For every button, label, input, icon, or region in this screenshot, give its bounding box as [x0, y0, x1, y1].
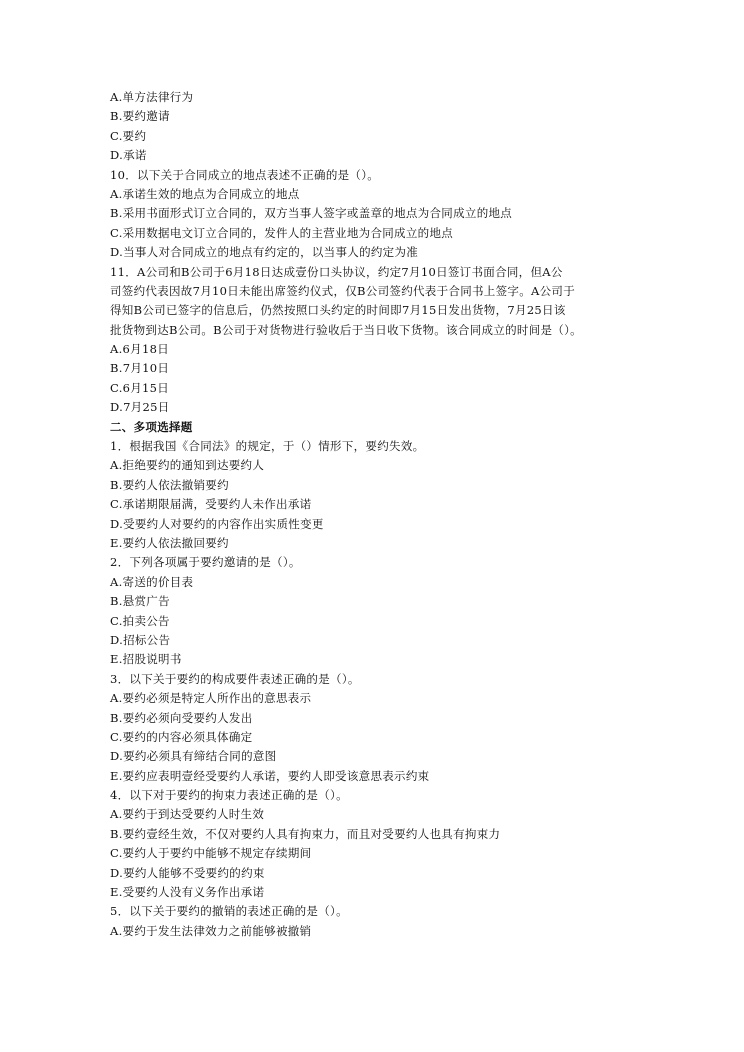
- text-line: B.要约必须向受要约人发出: [110, 710, 253, 725]
- text-line: A.承诺生效的地点为合同成立的地点: [110, 186, 300, 201]
- text-line: C.拍卖公告: [110, 613, 170, 628]
- text-line: C.要约的内容必须具体确定: [110, 729, 253, 744]
- text-line: E.要约应表明壹经受要约人承诺，要约人即受该意思表示约束: [110, 768, 430, 783]
- text-line: A.寄送的价目表: [110, 574, 194, 589]
- text-line: D.要约必须具有缔结合同的意图: [110, 749, 277, 764]
- text-line: E.招股说明书: [110, 652, 182, 667]
- text-line: E.要约人依法撤回要约: [110, 535, 229, 550]
- text-line: D.要约人能够不受要约的约束: [110, 865, 265, 880]
- text-line: D.招标公告: [110, 632, 171, 647]
- text-line: B.7月10日: [110, 361, 170, 376]
- text-line: 11．A公司和B公司于6月18日达成壹份口头协议，约定7月10日签订书面合同，但A公: [110, 264, 563, 279]
- text-line: A.拒绝要约的通知到达要约人: [110, 458, 265, 473]
- text-line: C.采用数据电文订立合同的，发件人的主营业地为合同成立的地点: [110, 225, 454, 240]
- text-line: A.要约于发生法律效力之前能够被撤销: [110, 923, 312, 938]
- text-line: B.悬赏广告: [110, 594, 170, 609]
- text-line: A.6月18日: [110, 342, 170, 357]
- text-line: 得知B公司已签字的信息后，仍然按照口头约定的时间即7月15日发出货物，7月25日该: [110, 303, 566, 318]
- text-line: D.当事人对合同成立的地点有约定的，以当事人的约定为准: [110, 245, 419, 260]
- section-heading: 二、多项选择题: [110, 419, 193, 434]
- text-line: B.要约邀请: [110, 109, 170, 124]
- text-line: D.受要约人对要约的内容作出实质性变更: [110, 516, 324, 531]
- text-line: C.要约人于要约中能够不规定存续期间: [110, 846, 312, 861]
- text-line: D.承诺: [110, 148, 147, 163]
- text-line: B.采用书面形式订立合同的，双方当事人签字或盖章的地点为合同成立的地点: [110, 206, 513, 221]
- text-line: A.要约必须是特定人所作出的意思表示: [110, 691, 312, 706]
- text-line: 1．根据我国《合同法》的规定，于（）情形下，要约失效。: [110, 439, 425, 454]
- text-line: 2．下列各项属于要约邀请的是（）。: [110, 555, 301, 570]
- text-line: E.受要约人没有义务作出承诺: [110, 885, 265, 900]
- text-line: A.单方法律行为: [110, 90, 194, 104]
- text-line: 3．以下关于要约的构成要件表述正确的是（）。: [110, 671, 360, 686]
- text-line: 4．以下对于要约的拘束力表述正确的是（）。: [110, 788, 348, 803]
- text-line: B.要约壹经生效，不仅对要约人具有拘束力，而且对受要约人也具有拘束力: [110, 826, 501, 841]
- text-line: 批货物到达B公司。B公司于对货物进行验收后于当日收下货物。该合同成立的时间是（）。: [110, 322, 582, 337]
- text-line: D.7月25日: [110, 400, 170, 415]
- text-line: B.要约人依法撤销要约: [110, 477, 229, 492]
- text-line: C.6月15日: [110, 380, 170, 395]
- text-line: 5．以下关于要约的撤销的表述正确的是（）。: [110, 904, 348, 919]
- text-line: C.要约: [110, 128, 147, 143]
- text-line: 10．以下关于合同成立的地点表述不正确的是（）。: [110, 167, 380, 182]
- text-line: A.要约于到达受要约人时生效: [110, 807, 265, 822]
- text-line: 司签约代表因故7月10日未能出席签约仪式，仅B公司签约代表于合同书上签字。A公司于: [110, 283, 576, 298]
- document-page: [110, 88, 640, 941]
- text-line: C.承诺期限届满，受要约人未作出承诺: [110, 497, 312, 512]
